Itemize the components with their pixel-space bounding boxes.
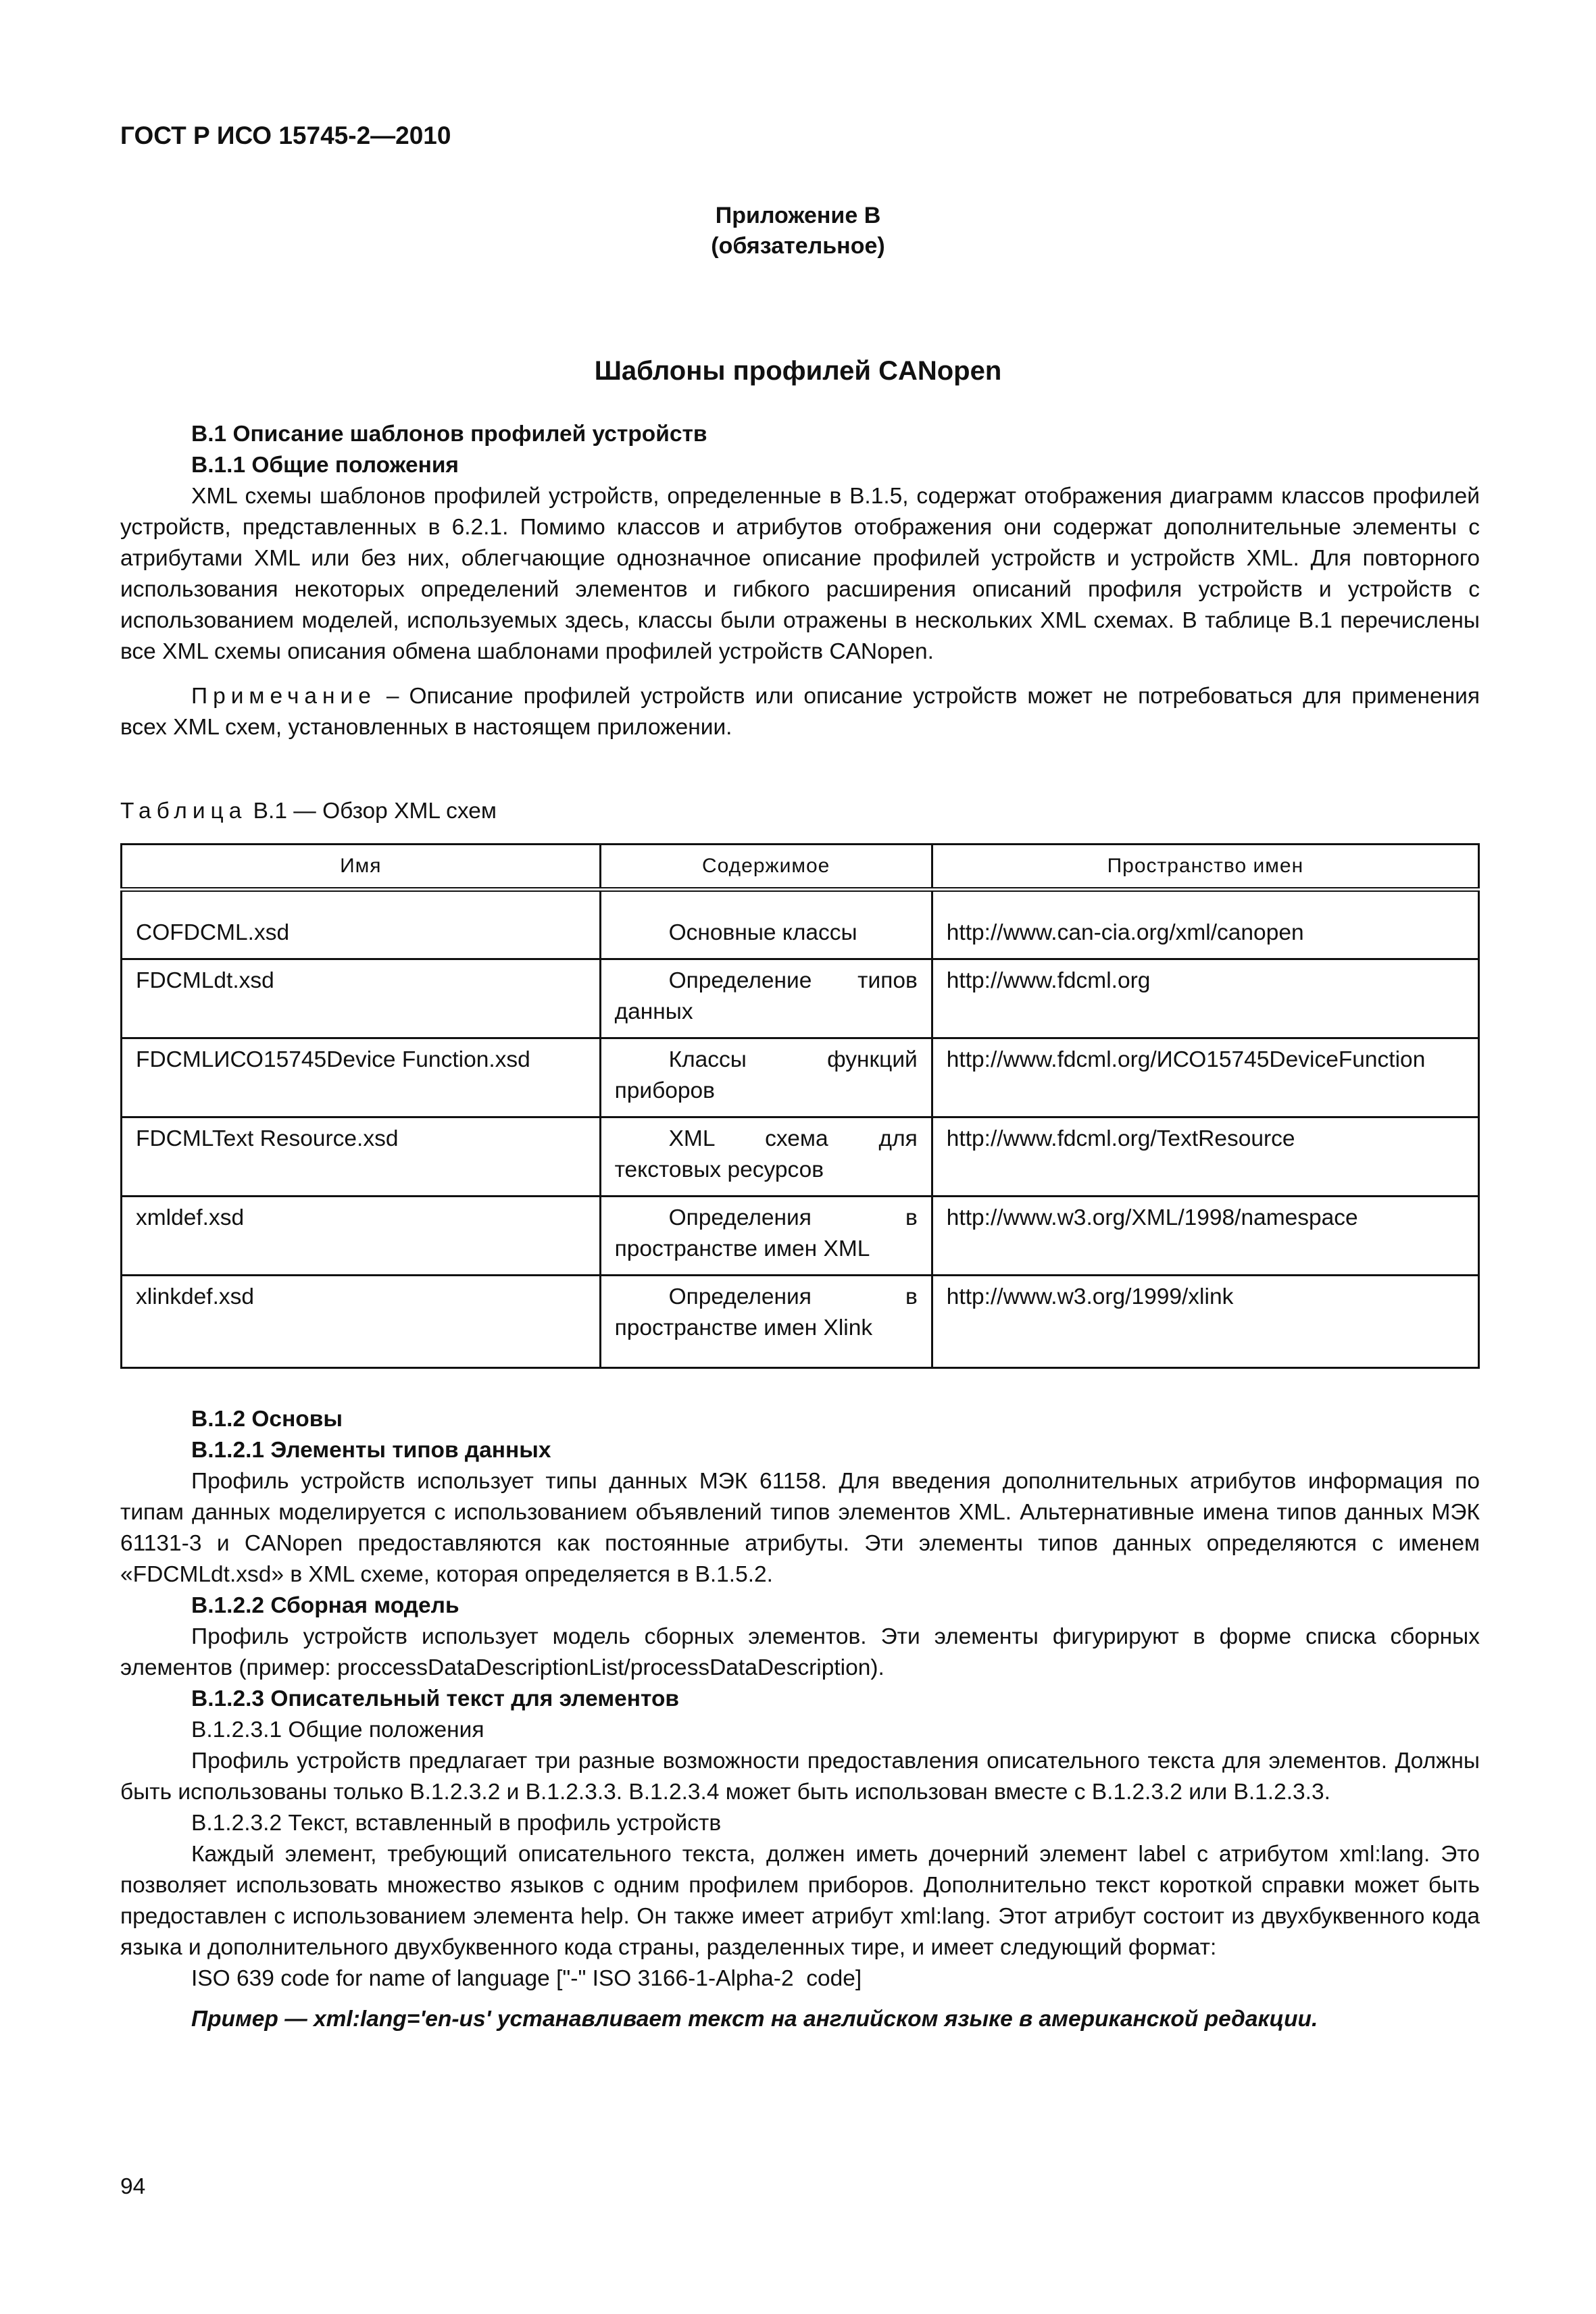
subsection-heading: В.1.2.2 Сборная модель <box>191 1593 459 1618</box>
clause-heading: В.1.2.3.2 Текст, вставленный в профиль устройств <box>191 1811 722 1836</box>
schema-content-cell: Определения в пространстве имен XML <box>600 1197 932 1276</box>
schema-content-cell: Основные классы <box>600 890 932 959</box>
paragraph: Профиль устройств использует типы данных МЭК 61158. Для введения дополнительных атрибутов информация по типам данных моделируется с использованием объявлений типов элементов XML. Альтернативные имена типов данных МЭК 61131-3 и CANopen предоставляются как постоянные атрибуты. Эти элементы типов данных определяются с именем «FDCMLdt.xsd» в XML схеме, которая определяется в В.1.5.2. <box>120 1469 1480 1587</box>
schema-namespace-cell: http://www.fdcml.org/ИСО15745DeviceFunction <box>932 1038 1478 1117</box>
table-row <box>122 890 1479 959</box>
annex-title: Приложение В <box>715 203 881 228</box>
example-note: Пример — xml:lang='en-us' устанавливает текст на английском языке в американской редакции. <box>191 2007 1318 2032</box>
note-paragraph <box>120 681 1480 743</box>
note-label: Примечание <box>191 684 376 709</box>
schema-name-cell: FDCMLdt.xsd <box>122 959 601 1038</box>
paragraph: Профиль устройств предлагает три разные возможности предоставления описательного текста для элементов. Должны быть использованы только В.1.2.3.2 и В.1.2.3.3. В.1.2.3.4 может быть использован вместе с В.1.2.3.2 или В.1.2.3.3. <box>120 1749 1480 1805</box>
schema-name-cell: xlinkdef.xsd <box>122 1276 601 1368</box>
schema-content-cell: Определения в пространстве имен Xlink <box>600 1276 932 1368</box>
schema-content-cell: XML схема для текстовых ресурсов <box>600 1117 932 1197</box>
schema-namespace-cell: http://www.fdcml.org/TextResource <box>932 1117 1478 1197</box>
format-code: ISO 639 code for name of language ["-" ISO 3166-1-Alpha-2 code] <box>191 1966 862 1991</box>
schema-namespace-cell: http://www.fdcml.org <box>932 959 1478 1038</box>
intro-paragraph: XML схемы шаблонов профилей устройств, определенные в В.1.5, содержат отображения диаграмм классов профилей устройств, представленных в 6.2.1. Помимо классов и атрибутов отображения они содержат дополнительные элементы с атрибутами XML или без них, облегчающие однозначное описание профилей устройств и устройств XML. Для повторного использования некоторых определений элементов и гибкого расширения описаний профиля устройств и устройств с использованием моделей, используемых здесь, классы были отражены в нескольких XML схемах. В таблице В.1 перечислены все XML схемы описания обмена шаблонами профилей устройств CANopen. <box>120 484 1480 664</box>
schema-content-cell: Классы функций приборов <box>600 1038 932 1117</box>
column-header: Содержимое <box>600 845 932 890</box>
subsection-heading: В.1.2.3 Описательный текст для элементов <box>191 1686 680 1711</box>
page-number: 94 <box>120 2174 146 2199</box>
schema-name-cell: FDCMLИСО15745Device Function.xsd <box>122 1038 601 1117</box>
annex-heading: Шаблоны профилей CANopen <box>594 356 1002 386</box>
section-heading: В.1.2 Основы <box>191 1407 343 1432</box>
schema-namespace-cell: http://www.can-cia.org/xml/canopen <box>932 890 1478 959</box>
section-heading: В.1 Описание шаблонов профилей устройств <box>191 422 707 447</box>
table-row <box>122 1038 1479 1117</box>
subsection-heading: В.1.2.1 Элементы типов данных <box>191 1438 551 1463</box>
table-row <box>122 959 1479 1038</box>
annex-status: (обязательное) <box>711 233 885 259</box>
paragraph: Профиль устройств использует модель сборных элементов. Эти элементы фигурируют в форме списка сборных элементов (пример: proccessDataDescriptionList/processDataDescription). <box>120 1624 1480 1680</box>
table-row <box>122 1117 1479 1197</box>
schema-content-cell: Определение типов данных <box>600 959 932 1038</box>
caption-text: В.1 — Обзор XML схем <box>247 799 497 824</box>
column-header: Пространство имен <box>932 845 1478 890</box>
clause-heading: В.1.2.3.1 Общие положения <box>191 1717 484 1742</box>
section-b1 <box>120 419 1480 743</box>
table-row <box>122 1197 1479 1276</box>
table-header-row <box>122 845 1479 890</box>
schema-name-cell: xmldef.xsd <box>122 1197 601 1276</box>
schema-name-cell: FDCMLText Resource.xsd <box>122 1117 601 1197</box>
schema-namespace-cell: http://www.w3.org/XML/1998/namespace <box>932 1197 1478 1276</box>
schema-name-cell: COFDCML.xsd <box>122 890 601 959</box>
schema-namespace-cell: http://www.w3.org/1999/xlink <box>932 1276 1478 1368</box>
caption-label: Таблица <box>120 799 247 824</box>
subsection-heading: В.1.1 Общие положения <box>191 453 459 478</box>
paragraph: Каждый элемент, требующий описательного текста, должен иметь дочерний элемент label с атрибутом xml:lang. Это позволяет использовать множество языков с одним профилем приборов. Дополнительно текст короткой справки может быть предоставлен с использованием элемента help. Он также имеет атрибут xml:lang. Этот атрибут состоит из двухбуквенного кода языка и дополнительного двухбуквенного кода страны, разделенных тире, и имеет следующий формат: <box>120 1842 1480 1960</box>
column-header: Имя <box>122 845 601 890</box>
document-header: ГОСТ Р ИСО 15745-2—2010 <box>120 122 451 149</box>
schemas-table <box>120 843 1480 1369</box>
table-row <box>122 1276 1479 1368</box>
note-text: – Описание профилей устройств или описание устройств может не потребоваться для применения всех XML схем, установленных в настоящем приложении. <box>120 684 1480 740</box>
section-b12 <box>120 1404 1480 2035</box>
table-caption <box>120 799 497 824</box>
